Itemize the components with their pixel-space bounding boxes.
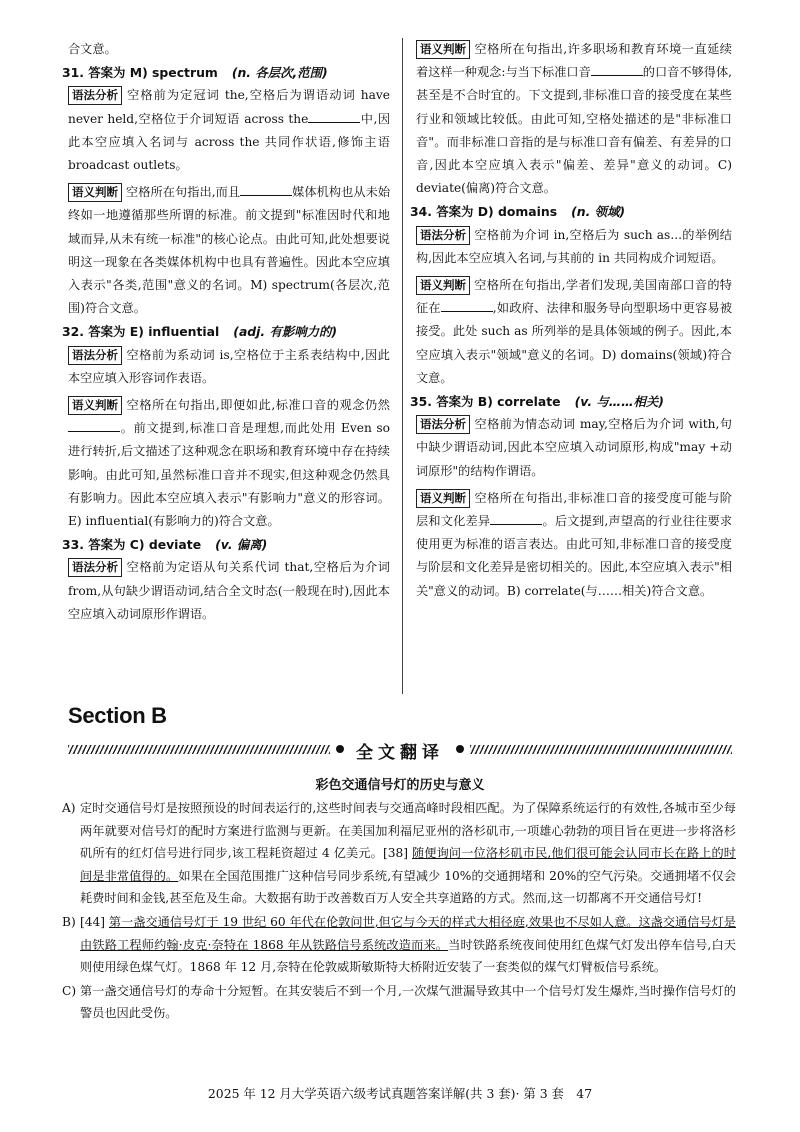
q32-grammar: 语法分析 空格前为系动词 is,空格位于主系表结构中,因此本空应填入形容词作表语。 — [68, 347, 390, 385]
q35-header: 35. 答案为 B) correlate (v. 与……相关) — [410, 394, 664, 410]
underlined-answer: 第一盏交通信号灯于 19 世纪 60 年代在伦敦问世,但它与今天的样式大相径庭,效果也不尽如人意。这盏交通信号灯是由铁路工程师约翰·皮克·奈特在 1868 年从铁路信号系统改造而来。 — [80, 914, 736, 952]
right-column — [410, 38, 733, 603]
q31-semantic: 语义判断 空格所在句指出,而且 媒体机构也从未始终如一地遵循那些所谓的标准。前文提到"标准因时代和地域而异,从未有统一标准"的核心论点。由此可知,此处想要说明这一现象在各类媒体机构中也具有普遍性。因此本空应填入表示"各类,范围"意义的名词。M) spectrum(各层次,范围)符合文意。 — [68, 185, 391, 316]
q31-grammar: 语法分析 空格前为定冠词 the,空格后为谓语动词 have never held,空格位于介词短语 across the 中,因此本空应填入名词与 across the 共同作状语,修饰主语 broadcast outlets。 — [68, 88, 391, 173]
article-title: 彩色交通信号灯的历史与意义 — [315, 778, 485, 793]
hatch-decoration-right — [470, 745, 732, 754]
answer-blank — [591, 63, 643, 76]
column-divider — [402, 38, 403, 694]
q33-pos: (v. 偏离) — [215, 537, 268, 553]
semantic-tag: 语义判断 — [416, 489, 470, 508]
paragraph-a: A) 定时交通信号灯是按照预设的时间表运行的,这些时间表与交通高峰时段相匹配。为了保障系统运行的有效性,各城市至少每两年就要对信号灯的配时方案进行监测与更新。在美国加利福尼亚州的洛杉矶市,一项雄心勃勃的项目旨在更进一步将洛杉矶所有的红灯信号进行同步,该工程耗资超过 4 亿美元。[38] 随便询问一位洛杉矶市民,他们很可能会认同市长在路上的时间是非常值得的。如果在全国范围推广这种信号同步系统,有望减少 10%的交通拥堵和 20%的空气污染。交通拥堵不仅会耗费时间和金钱,甚至危及生命。大数据有助于改善数百万人安全共享道路的方式。然而,这一切都离不开交通信号灯! — [62, 797, 736, 910]
question-marker: [38] — [382, 846, 408, 861]
paragraph-b: B) [44] 第一盏交通信号灯于 19 世纪 60 年代在伦敦问世,但它与今天的样式大相径庭,效果也不尽如人意。这盏交通信号灯是由铁路工程师约翰·皮克·奈特在 1868 年从铁路信号系统改造而来。当时铁路系统夜间使用红色煤气灯发出停车信号,白天则使用绿色煤气灯。1868 年 12 月,奈特在伦敦威斯敏斯特大桥附近安装了一套类似的煤气灯臂板信号系统。 — [62, 911, 736, 979]
q31-header: 31. 答案为 M) spectrum (n. 各层次,范围) — [62, 65, 328, 81]
grammar-tag: 语法分析 — [68, 346, 122, 365]
semantic-tag: 语义判断 — [416, 276, 470, 295]
q32-header: 32. 答案为 E) influential (adj. 有影响力的) — [62, 324, 338, 340]
banner-title: 全文翻译 — [356, 743, 444, 763]
q33-semantic: 语义判断 空格所在句指出,许多职场和教育环境一直延续着这样一种观念:与当下标准口音 的口音不够得体,甚至是不合时宜的。下文提到,非标准口音的接受度在某些行业和领域比较低。由此可知,空格处描述的是"非标准口音"。而非标准口音指的是与标准口音有偏差、有差异的口音,因此本空应填入表示"偏差、差异"意义的动词。C) deviate(偏离)符合文意。 — [416, 42, 733, 196]
q32-semantic: 语义判断 空格所在句指出,即便如此,标准口音的观念仍然。前文提到,标准口音是理想,而此处用 Even so 进行转折,后文描述了这种观念在职场和教育环境中存在持续影响。由此可知,虽然标准口音并不现实,但这种观念仍然具有影响力。因此本空应填入表示"有影响力"意义的形容词。E) influential(有影响力的)符合文意。 — [68, 398, 390, 529]
answer-blank — [240, 183, 292, 196]
page-footer: 2025 年 12 月大学英语六级考试真题答案详解(共 3 套)· 第 3 套 47 — [207, 1086, 593, 1101]
paragraph-label: B) — [62, 914, 76, 929]
semantic-tag: 语义判断 — [68, 396, 122, 415]
grammar-tag: 语法分析 — [68, 86, 122, 105]
paragraph-c: C) 第一盏交通信号灯的寿命十分短暂。在其安装后不到一个月,一次煤气泄漏导致其中一个信号灯发生爆炸,当时操作信号灯的警员也因此受伤。 — [62, 980, 736, 1025]
q34-grammar: 语法分析 空格前为介词 in,空格后为 such as...的举例结构,因此本空应填入名词,与其前的 in 共同构成介词短语。 — [416, 227, 732, 265]
underlined-answer: 随便询问一位洛杉矶市民,他们很可能会认同市长在路上的时间是非常值得的。 — [80, 846, 736, 883]
semantic-tag: 语义判断 — [416, 40, 470, 59]
q33-grammar: 语法分析 空格前为定语从句关系代词 that,空格后为介词 from,从句缺少谓语动词,结合全文时态(一般现在时),因此本空应填入动词原形作谓语。 — [68, 560, 390, 621]
grammar-tag: 语法分析 — [68, 558, 122, 577]
left-column — [62, 38, 391, 626]
translation-body — [62, 797, 736, 1026]
section-heading: Section B — [68, 703, 167, 728]
paragraph-label: C) — [62, 983, 77, 998]
grammar-tag: 语法分析 — [416, 415, 470, 434]
answer-blank — [441, 299, 493, 312]
grammar-tag: 语法分析 — [416, 226, 470, 245]
answer-blank — [308, 110, 360, 123]
q31-pos: (n. 各层次,范围) — [231, 65, 328, 81]
q33-header: 33. 答案为 C) deviate (v. 偏离) — [62, 537, 268, 553]
q34-pos: (n. 领域) — [571, 204, 626, 220]
q34-header: 34. 答案为 D) domains (n. 领域) — [410, 204, 626, 220]
q35-semantic: 语义判断 空格所在句指出,非标准口音的接受度可能与阶层和文化差异 。后文提到,声望高的行业往往要求使用更为标准的语言表达。由此可知,非标准口音的接受度与阶层和文化差异是密切相关的。因此,本空应填入表示"相关"意义的动词。B) correlate(与……相关)符合文意。 — [416, 490, 733, 598]
answer-blank — [490, 512, 542, 525]
q34-semantic: 语义判断 空格所在句指出,学者们发现,美国南部口音的特征在 ,如政府、法律和服务导向型职场中更容易被接受。此处 such as 所列举的是具体领域的例子。因此,本空应填入表示"领域"意义的名词。D) domains(领域)符合文意。 — [416, 278, 733, 385]
question-marker: [44] — [80, 914, 106, 929]
translation-banner — [68, 738, 732, 763]
semantic-tag: 语义判断 — [68, 183, 122, 202]
q35-grammar: 语法分析 空格前为情态动词 may,空格后为介词 with,句中缺少谓语动词,因此本空应填入动词原形,构成"may +动词原形"的结构作谓语。 — [416, 417, 732, 478]
q32-pos: (adj. 有影响力的) — [233, 324, 338, 340]
answer-blank — [68, 419, 120, 432]
bullet-dot-right — [456, 745, 464, 753]
paragraph-label: A) — [62, 801, 76, 815]
carry-over-text: 合文意。 — [68, 42, 117, 56]
q35-pos: (v. 与……相关) — [574, 394, 664, 410]
